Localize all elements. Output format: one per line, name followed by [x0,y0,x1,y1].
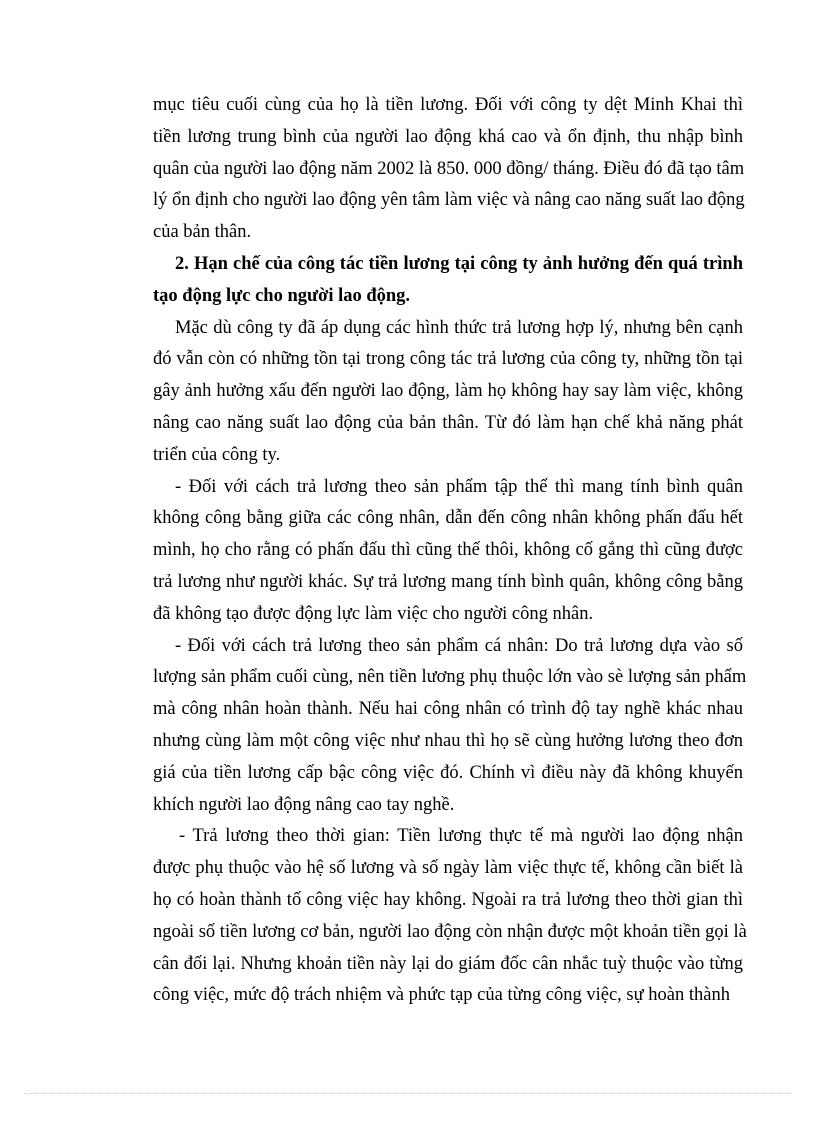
paragraph-line: ngoài số tiền lương cơ bản, người lao động còn nhận được một khoản tiền gọi là [153,921,747,942]
paragraph-line: - Đối với cách trả lương theo sản phẩm tập thể thì mang tính bình quân [175,476,743,497]
paragraph-line: mình, họ cho rằng có phấn đấu thì cũng thế thôi, không cố gắng thì cũng được [153,540,743,561]
paragraph-line: trả lương như người khác. Sự trả lương mang tính bình quân, không công bằng [153,571,743,592]
paragraph-line: được phụ thuộc vào hệ số lương và số ngày làm việc thực tế, không cần biết là [153,858,743,879]
paragraph-line: lý ổn định cho người lao động yên tâm làm việc và nâng cao năng suất lao động [153,190,745,211]
section-heading-line: 2. Hạn chế của công tác tiền lương tại công ty ảnh hưởng đến quá trình [175,253,743,274]
paragraph-line: nhưng cùng làm một công việc như nhau thì họ sẽ cùng hưởng lương theo đơn [153,730,743,751]
paragraph-line: gây ảnh hưởng xấu đến người lao động, làm họ không hay say làm việc, không [153,381,743,402]
paragraph-line: triển của công ty. [153,444,281,465]
paragraph-line: mục tiêu cuối cùng của họ là tiền lương. Đối với công ty dệt Minh Khai thì [153,95,743,115]
paragraph-line: lượng sản phẩm cuối cùng, nên tiền lương phụ thuộc lớn vào sè lượng sản phẩm [153,667,747,688]
paragraph-line: họ có hoàn thành tố công việc hay không. Ngoài ra trả lương theo thời gian thì [153,889,743,910]
document-body [153,90,747,1012]
paragraph-line: khích người lao động nâng cao tay nghề. [153,794,455,815]
paragraph-line: tiền lương trung bình của người lao động khá cao và ổn định, thu nhập bình [153,126,743,147]
paragraph-line: - Đối với cách trả lương theo sản phẩm cá nhân: Do trả lương dựa vào số [175,635,743,656]
paragraph-line: - Trả lương theo thời gian: Tiền lương thực tế mà người lao động nhận [179,826,743,847]
paragraph-line: không công bằng giữa các công nhân, dẫn đến công nhân không phấn đấu hết [153,508,743,529]
paragraph-line: Mặc dù công ty đã áp dụng các hình thức trả lương hợp lý, nhưng bên cạnh [175,317,743,338]
paragraph-line: công việc, mức độ trách nhiệm và phức tạp của từng công việc, sự hoàn thành [153,985,730,1006]
paragraph-line: của bản thân. [153,222,252,243]
paragraph-line: quân của người lao động năm 2002 là 850. 000 đồng/ tháng. Điều đó đã tạo tâm [153,158,745,179]
page-bottom-divider [24,1093,792,1094]
paragraph-line: nâng cao năng suất lao động của bản thân. Từ đó làm hạn chế khả năng phát [153,412,743,433]
paragraph-line: đó vẫn còn có những tồn tại trong công tác trả lương của công ty, những tồn tại [153,349,743,370]
paragraph-line: đã không tạo được động lực làm việc cho người công nhân. [153,603,594,624]
paragraph-line: cân đối lại. Nhưng khoản tiền này lại do giám đốc cân nhắc tuỳ thuộc vào từng [153,953,743,974]
section-heading-line: tạo động lực cho người lao động. [153,285,411,306]
paragraph-line: mà công nhân hoàn thành. Nếu hai công nhân có trình độ tay nghề khác nhau [153,699,743,720]
paragraph-line: giá của tiền lương cấp bậc công việc đó. Chính vì điều này đã không khuyến [153,762,743,783]
